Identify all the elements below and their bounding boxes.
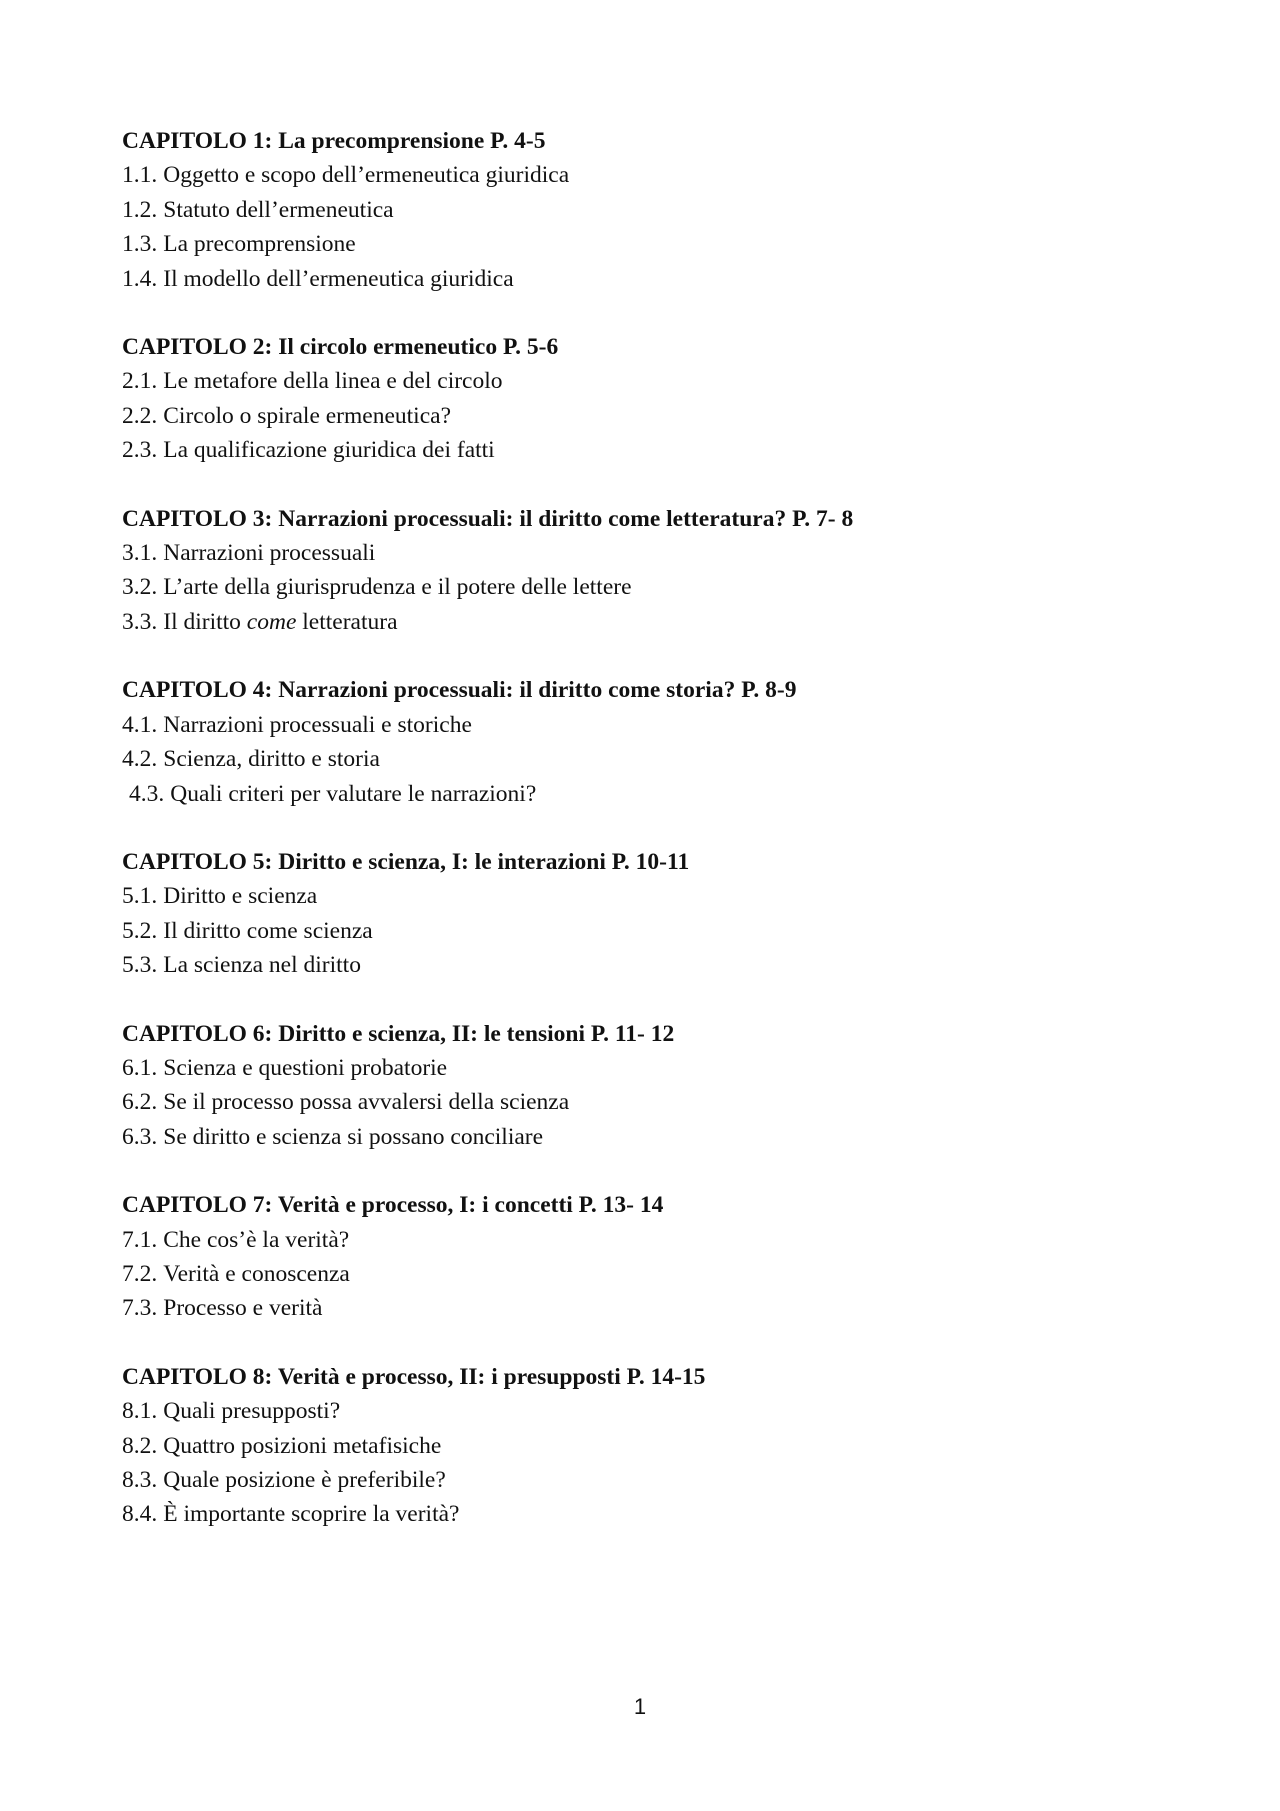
list-item (122, 1497, 1182, 1531)
item-text: Scienza e questioni probatorie (163, 1054, 448, 1081)
item-number: 3.1. (122, 540, 158, 567)
chapter-title: CAPITOLO 7: Verità e processo, I: i concetti P. 13- 14 (122, 1192, 664, 1219)
chapter-title: CAPITOLO 1: La precomprensione P. 4-5 (122, 128, 546, 154)
item-number: 8.3. (122, 1467, 158, 1493)
item-text: Oggetto e scopo dell’ermeneutica giuridica (163, 162, 570, 189)
item-number: 1.2. (122, 196, 158, 223)
item-text: La scienza nel diritto (163, 952, 361, 979)
item-text: Il modello dell’ermeneutica giuridica (163, 265, 514, 292)
item-number: 5.1. (122, 883, 158, 910)
list-item (122, 1291, 1182, 1325)
item-text: Se diritto e scienza si possano conciliare (163, 1123, 544, 1150)
chapter-7 (122, 1188, 1182, 1326)
item-text: Il diritto come scienza (163, 917, 373, 944)
item-text: La qualificazione giuridica dei fatti (163, 437, 495, 464)
item-number: 6.2. (122, 1089, 158, 1116)
list-item (122, 1120, 1182, 1154)
item-text: Diritto e scienza (163, 883, 318, 910)
item-number: 5.2. (122, 917, 158, 944)
item-text: Le metafore della linea e del circolo (163, 368, 503, 395)
item-number: 1.1. (122, 162, 158, 189)
item-text: La precomprensione (163, 231, 356, 258)
list-item (122, 777, 1182, 811)
list-item (122, 948, 1182, 982)
list-item (122, 1223, 1182, 1257)
item-text: Narrazioni processuali e storiche (163, 711, 472, 738)
list-item (122, 399, 1182, 433)
chapter-3 (122, 502, 1182, 640)
list-item (122, 605, 1182, 639)
chapter-1 (122, 124, 1182, 296)
item-text-italic: come (246, 608, 297, 635)
item-text: Statuto dell’ermeneutica (163, 196, 394, 223)
chapter-8 (122, 1360, 1182, 1532)
list-item (122, 227, 1182, 261)
item-number: 1.3. (122, 231, 158, 258)
chapter-title: CAPITOLO 8: Verità e processo, II: i presupposti P. 14-15 (122, 1363, 706, 1390)
list-item (122, 879, 1182, 913)
table-of-contents (122, 124, 1182, 1566)
chapter-title: CAPITOLO 5: Diritto e scienza, I: le interazioni P. 10-11 (122, 848, 690, 875)
item-number: 8.2. (122, 1432, 158, 1459)
item-text: Verità e conoscenza (163, 1260, 350, 1287)
chapter-2 (122, 330, 1182, 468)
item-text: È importante scoprire la verità? (163, 1501, 460, 1528)
item-text: Quali presupposti? (163, 1398, 341, 1425)
item-text: Circolo o spirale ermeneutica? (163, 402, 451, 429)
page-number: 1 (633, 1694, 647, 1719)
list-item (122, 1085, 1182, 1119)
item-text: Scienza, diritto e storia (163, 746, 380, 773)
item-number: 4.2. (122, 746, 158, 773)
item-number: 7.3. (122, 1295, 158, 1322)
list-item (122, 708, 1182, 742)
list-item (122, 193, 1182, 227)
item-text: L’arte della giurisprudenza e il potere delle lettere (163, 574, 632, 601)
item-number: 1.4. (122, 265, 158, 292)
item-number: 4.3. (129, 780, 165, 807)
list-item (122, 1429, 1182, 1463)
list-item (122, 262, 1182, 296)
item-number: 3.2. (122, 574, 158, 601)
list-item (122, 1394, 1182, 1428)
list-item (122, 536, 1182, 570)
item-number: 4.1. (122, 711, 158, 738)
item-number: 2.3. (122, 437, 158, 464)
list-item (122, 433, 1182, 467)
chapter-title: CAPITOLO 3: Narrazioni processuali: il diritto come letteratura? P. 7- 8 (122, 505, 854, 532)
item-text: Quattro posizioni metafisiche (163, 1432, 442, 1459)
list-item (122, 364, 1182, 398)
item-number: 5.3. (122, 952, 158, 979)
item-number: 2.2. (122, 402, 158, 429)
item-number: 2.1. (122, 368, 158, 395)
chapter-title: CAPITOLO 4: Narrazioni processuali: il diritto come storia? P. 8-9 (122, 677, 797, 704)
list-item (122, 1257, 1182, 1291)
chapter-title: CAPITOLO 2: Il circolo ermeneutico P. 5-6 (122, 334, 559, 361)
item-text-before: Il diritto (163, 608, 247, 635)
list-item (122, 570, 1182, 604)
item-number: 7.1. (122, 1226, 158, 1253)
chapter-5 (122, 845, 1182, 983)
chapter-6 (122, 1017, 1182, 1155)
item-text: Narrazioni processuali (163, 540, 376, 567)
item-number: 6.1. (122, 1054, 158, 1081)
chapter-title: CAPITOLO 6: Diritto e scienza, II: le tensioni P. 11- 12 (122, 1020, 675, 1047)
chapter-4 (122, 673, 1182, 811)
item-text: Che cos’è la verità? (163, 1226, 350, 1253)
item-number: 3.3. (122, 608, 158, 635)
item-text: Se il processo possa avvalersi della scienza (163, 1089, 570, 1116)
list-item (122, 158, 1182, 192)
item-number: 7.2. (122, 1260, 158, 1287)
item-number: 8.1. (122, 1398, 158, 1425)
list-item (122, 914, 1182, 948)
list-item (122, 1463, 1182, 1497)
item-text-after: letteratura (296, 608, 398, 635)
item-text: Quale posizione è preferibile? (163, 1467, 446, 1493)
item-number: 8.4. (122, 1501, 158, 1528)
item-text: Processo e verità (163, 1295, 323, 1322)
list-item (122, 742, 1182, 776)
list-item (122, 1051, 1182, 1085)
item-number: 6.3. (122, 1123, 158, 1150)
item-text: Quali criteri per valutare le narrazioni? (170, 780, 537, 807)
